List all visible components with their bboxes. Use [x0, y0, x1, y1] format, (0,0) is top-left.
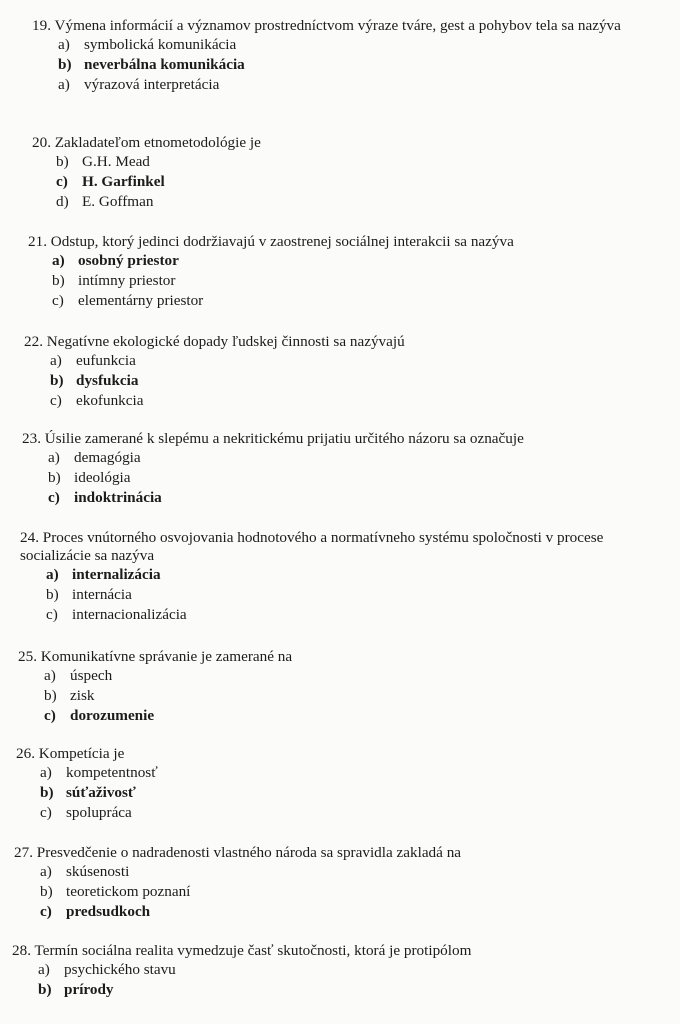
- question-23-stem: 23. Úsilie zamerané k slepému a nekritickému prijatiu určitého názoru sa označuje: [22, 430, 524, 447]
- option-text: skúsenosti: [66, 863, 130, 880]
- option-text: úspech: [70, 667, 113, 684]
- option-text: spolupráca: [66, 804, 132, 821]
- option-letter: b): [58, 56, 72, 73]
- option-text: symbolická komunikácia: [84, 36, 237, 53]
- option-text: elementárny priestor: [78, 292, 204, 309]
- question-27-option-1: [40, 862, 680, 882]
- option-text: dorozumenie: [70, 707, 155, 724]
- option-text: eufunkcia: [76, 352, 136, 369]
- question-21-option-1: [52, 251, 680, 271]
- option-letter: b): [48, 469, 61, 486]
- question-25: [0, 648, 680, 726]
- question-24-stem: 24. Proces vnútorného osvojovania hodnotového a normatívneho systému spoločnosti v procese socializácie sa nazýva: [20, 529, 604, 564]
- question-25-option-2: [44, 686, 680, 706]
- question-20: [0, 134, 680, 212]
- option-text: dysfukcia: [76, 372, 139, 389]
- option-letter: a): [44, 667, 56, 684]
- option-text: kompetentnosť: [66, 764, 158, 781]
- option-letter: a): [58, 76, 70, 93]
- option-text: zisk: [70, 687, 95, 704]
- question-23-option-3: [48, 488, 680, 508]
- question-22-option-3: [50, 391, 680, 411]
- question-20-stem: 20. Zakladateľom etnometodológie je: [32, 134, 261, 151]
- option-text: intímny priestor: [78, 272, 176, 289]
- question-28: [0, 942, 680, 1000]
- question-19: [0, 17, 680, 95]
- question-23-option-2: [48, 468, 680, 488]
- question-21-stem: 21. Odstup, ktorý jedinci dodržiavajú v zaostrenej sociálnej interakcii sa nazýva: [28, 233, 514, 250]
- option-text: internacionalizácia: [72, 606, 187, 623]
- option-text: výrazová interpretácia: [84, 76, 220, 93]
- option-letter: c): [56, 173, 68, 190]
- question-22-option-2: [50, 371, 680, 391]
- option-letter: c): [52, 292, 64, 309]
- option-letter: a): [58, 36, 70, 53]
- option-text: prírody: [64, 981, 114, 998]
- option-text: internácia: [72, 586, 132, 603]
- option-text: demagógia: [74, 449, 141, 466]
- question-26-option-3: [40, 803, 680, 823]
- question-28-option-1: [38, 960, 680, 980]
- option-letter: a): [40, 863, 52, 880]
- question-20-option-1: [56, 152, 680, 172]
- question-24: [0, 529, 680, 625]
- option-letter: d): [56, 193, 69, 210]
- option-letter: a): [50, 352, 62, 369]
- question-20-option-2: [56, 172, 680, 192]
- question-19-stem: 19. Výmena informácií a významov prostredníctvom výraze tváre, gest a pohybov tela sa nazýva: [32, 17, 621, 34]
- question-24-option-3: [46, 605, 680, 625]
- question-26-option-2: [40, 783, 680, 803]
- option-text: ekofunkcia: [76, 392, 144, 409]
- question-24-option-2: [46, 585, 680, 605]
- question-21-option-3: [52, 291, 680, 311]
- option-text: G.H. Mead: [82, 153, 150, 170]
- question-25-option-3: [44, 706, 680, 726]
- option-text: E. Goffman: [82, 193, 154, 210]
- question-23-option-1: [48, 448, 680, 468]
- option-text: súťaživosť: [66, 784, 136, 801]
- question-28-stem: 28. Termín sociálna realita vymedzuje časť skutočnosti, ktorá je protipólom: [12, 942, 472, 959]
- question-25-option-1: [44, 666, 680, 686]
- option-text: H. Garfinkel: [82, 173, 165, 190]
- question-25-stem: 25. Komunikatívne správanie je zamerané na: [18, 648, 293, 665]
- question-22-option-1: [50, 351, 680, 371]
- option-letter: a): [52, 252, 65, 269]
- option-text: psychického stavu: [64, 961, 176, 978]
- question-23: [0, 430, 680, 508]
- question-26-option-1: [40, 763, 680, 783]
- question-22-stem: 22. Negatívne ekologické dopady ľudskej činnosti sa nazývajú: [24, 333, 405, 350]
- question-19-option-3: [58, 75, 680, 95]
- option-letter: b): [40, 784, 54, 801]
- question-20-option-3: [56, 192, 680, 212]
- option-text: predsudkoch: [66, 903, 151, 920]
- option-letter: c): [46, 606, 58, 623]
- option-letter: c): [48, 489, 60, 506]
- question-28-option-2: [38, 980, 680, 1000]
- question-21-option-2: [52, 271, 680, 291]
- option-text: osobný priestor: [78, 252, 179, 269]
- option-letter: b): [50, 372, 64, 389]
- option-letter: a): [38, 961, 50, 978]
- option-text: ideológia: [74, 469, 131, 486]
- option-letter: b): [56, 153, 69, 170]
- question-24-option-1: [46, 565, 680, 585]
- question-27: [0, 844, 680, 922]
- question-19-option-2: [58, 55, 680, 75]
- option-letter: c): [44, 707, 56, 724]
- option-letter: a): [46, 566, 59, 583]
- question-22: [0, 333, 680, 411]
- option-text: internalizácia: [72, 566, 161, 583]
- option-letter: c): [50, 392, 62, 409]
- question-19-option-1: [58, 35, 680, 55]
- option-letter: b): [40, 883, 53, 900]
- option-letter: a): [40, 764, 52, 781]
- option-letter: b): [46, 586, 59, 603]
- option-letter: b): [44, 687, 57, 704]
- question-21: [0, 233, 680, 311]
- question-27-option-3: [40, 902, 680, 922]
- question-27-option-2: [40, 882, 680, 902]
- option-letter: b): [52, 272, 65, 289]
- question-26: [0, 745, 680, 823]
- question-27-stem: 27. Presvedčenie o nadradenosti vlastného národa sa spravidla zakladá na: [14, 844, 462, 861]
- option-letter: a): [48, 449, 60, 466]
- option-text: neverbálna komunikácia: [84, 56, 245, 73]
- option-text: teoretickom poznaní: [66, 883, 191, 900]
- option-letter: c): [40, 804, 52, 821]
- option-letter: c): [40, 903, 52, 920]
- option-text: indoktrinácia: [74, 489, 162, 506]
- option-letter: b): [38, 981, 52, 998]
- question-26-stem: 26. Kompetícia je: [16, 745, 125, 762]
